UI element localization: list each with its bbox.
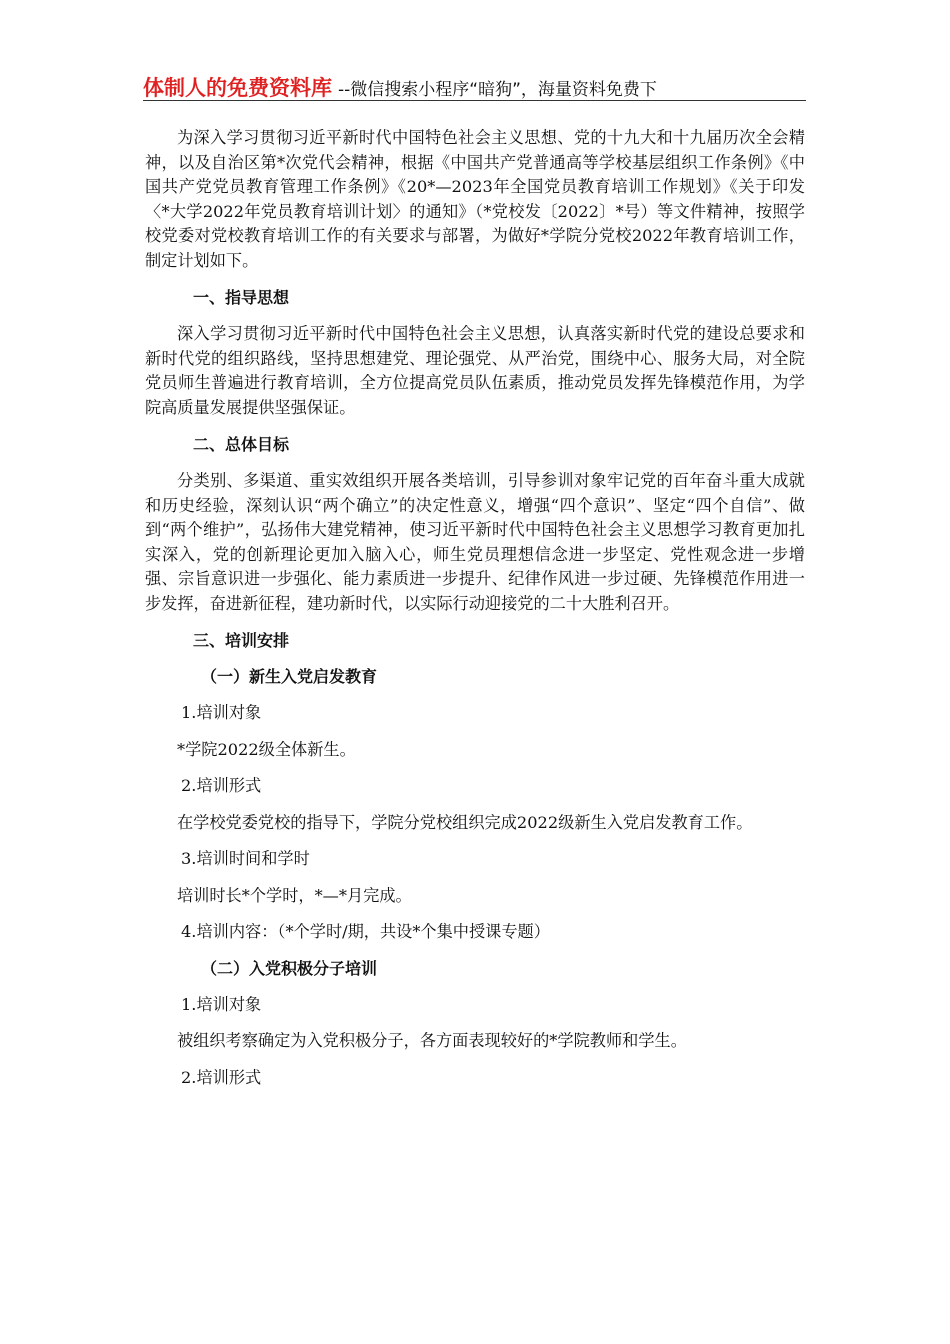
header-brand-text: 体制人的免费资料库 bbox=[143, 76, 332, 100]
freshman-item-time-body: 培训时长*个学时，*—*月完成。 bbox=[177, 885, 412, 905]
section-heading-overall-goal: 二、总体目标 bbox=[193, 435, 290, 454]
subsection-heading-activist: （二）入党积极分子培训 bbox=[201, 958, 378, 978]
document-header bbox=[143, 72, 806, 102]
document-body bbox=[145, 126, 805, 1102]
activist-item-target-body: 被组织考察确定为入党积极分子，各方面表现较好的*学院教师和学生。 bbox=[177, 1031, 687, 1050]
activist-item-target-label: 1.培训对象 bbox=[181, 994, 262, 1014]
freshman-item-target-label: 1.培训对象 bbox=[181, 703, 262, 722]
header-tagline-text: --微信搜索小程序“暗狗”，海量资料免费下 bbox=[338, 80, 657, 100]
freshman-item-time-label: 3.培训时间和学时 bbox=[181, 849, 310, 868]
activist-item-form-label: 2.培训形式 bbox=[181, 1067, 262, 1087]
header-divider bbox=[143, 100, 806, 101]
freshman-item-form-body: 在学校党委党校的指导下，学院分党校组织完成2022级新生入党启发教育工作。 bbox=[177, 812, 753, 832]
section-heading-guiding-ideology: 一、指导思想 bbox=[193, 288, 290, 307]
freshman-item-target-body: *学院2022级全体新生。 bbox=[177, 739, 356, 759]
section-heading-training-arrangement: 三、培训安排 bbox=[193, 631, 290, 650]
intro-paragraph: 为深入学习贯彻习近平新时代中国特色社会主义思想、党的十九大和十九届历次全会精神，以及自治区第*次党代会精神，根据《中国共产党普通高等学校基层组织工作条例》《中国共产党党员教育管理工作条例》《20*—2023年全国党员教育培训工作规划》《关于印发〈*大学2022年党员教育培训计划〉的通知》（*党校发〔2022〕*号）等文件精神，按照学校党委对党校教育培训工作的有关要求与部署，为做好*学院分党校2022年教育培训工作，制定计划如下。 bbox=[145, 128, 805, 270]
subsection-heading-freshman: （一）新生入党启发教育 bbox=[201, 667, 378, 686]
section-body-guiding-ideology: 深入学习贯彻习近平新时代中国特色社会主义思想，认真落实新时代党的建设总要求和新时代党的组织路线，坚持思想建党、理论强党、从严治党，围绕中心、服务大局，对全院党员师生普遍进行教育培训，全方位提高党员队伍素质，推动党员发挥先锋模范作用，为学院高质量发展提供坚强保证。 bbox=[145, 324, 805, 417]
freshman-item-form-label: 2.培训形式 bbox=[181, 776, 262, 795]
freshman-item-content-label: 4.培训内容：（*个学时/期，共设*个集中授课专题） bbox=[181, 922, 550, 941]
section-body-overall-goal: 分类别、多渠道、重实效组织开展各类培训，引导参训对象牢记党的百年奋斗重大成就和历史经验，深刻认识“两个确立”的决定性意义，增强“四个意识”、坚定“四个自信”、做到“两个维护”，弘扬伟大建党精神，使习近平新时代中国特色社会主义思想学习教育更加扎实深入，党的创新理论更加入脑入心，师生党员理想信念进一步坚定、党性观念进一步增强、宗旨意识进一步强化、能力素质进一步提升、纪律作风进一步过硬、先锋模范作用进一步发挥，奋进新征程，建功新时代，以实际行动迎接党的二十大胜利召开。 bbox=[145, 471, 805, 613]
